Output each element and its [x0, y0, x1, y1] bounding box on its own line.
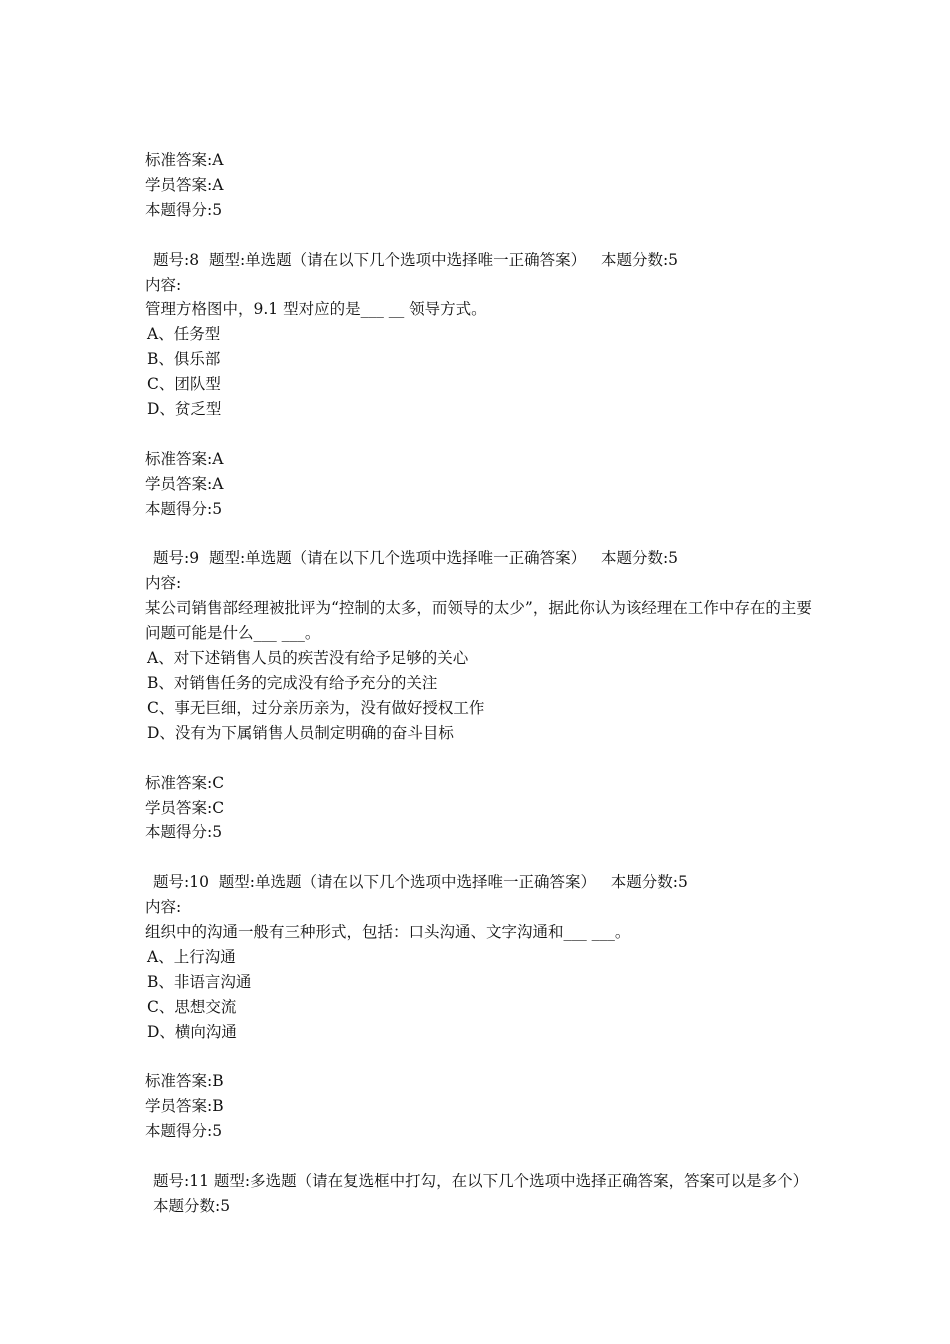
question-block-10	[145, 870, 815, 1144]
option-c: C、团队型	[147, 375, 221, 394]
question-block-9	[145, 546, 815, 845]
question-header: 题号:8 题型:单选题（请在以下几个选项中选择唯一正确答案） 本题分数:5	[153, 250, 679, 269]
spacer	[145, 422, 815, 447]
question-header: 题号:9 题型:单选题（请在以下几个选项中选择唯一正确答案） 本题分数:5	[153, 549, 679, 568]
spacer	[145, 223, 815, 248]
question-header: 题号:11 题型:多选题（请在复选框中打勾，在以下几个选项中选择正确答案，答案可以是多个） 本题分数:5	[153, 1172, 809, 1215]
question-content: 管理方格图中，9.1 型对应的是___ __ 领导方式。	[145, 300, 487, 319]
standard-answer: 标准答案:A	[145, 449, 224, 468]
standard-answer: 标准答案:A	[145, 151, 224, 169]
student-answer: 学员答案:B	[145, 1097, 224, 1116]
standard-answer: 标准答案:C	[145, 773, 225, 792]
option-d: D、横向沟通	[147, 1022, 237, 1041]
spacer	[145, 1045, 815, 1070]
spacer	[145, 845, 815, 870]
spacer	[145, 522, 815, 547]
question-content: 某公司销售部经理被批评为“控制的太多，而领导的太少”，据此你认为该经理在工作中存在的主要问题可能是什么___ ___。	[145, 599, 812, 643]
content-label: 内容:	[145, 898, 182, 917]
spacer	[145, 1144, 815, 1169]
question-block-8	[145, 248, 815, 522]
option-b: B、俱乐部	[147, 350, 221, 369]
option-d: D、贫乏型	[147, 400, 222, 419]
exam-result-document	[145, 148, 815, 1219]
option-c: C、事无巨细，过分亲历亲为，没有做好授权工作	[147, 698, 485, 717]
option-c: C、思想交流	[147, 997, 237, 1016]
content-label: 内容:	[145, 574, 182, 593]
question-content: 组织中的沟通一般有三种形式，包括：口头沟通、文字沟通和___ ___。	[145, 923, 631, 942]
question-header: 题号:10 题型:单选题（请在以下几个选项中选择唯一正确答案） 本题分数:5	[153, 873, 688, 892]
option-a: A、任务型	[147, 325, 221, 344]
question-score: 本题得分:5	[145, 200, 223, 219]
content-label: 内容:	[145, 275, 182, 294]
question-score: 本题得分:5	[145, 1122, 223, 1141]
standard-answer: 标准答案:B	[145, 1072, 224, 1091]
spacer	[145, 746, 815, 771]
student-answer: 学员答案:A	[145, 474, 224, 493]
option-d: D、没有为下属销售人员制定明确的奋斗目标	[147, 723, 454, 742]
option-a: A、上行沟通	[147, 947, 236, 966]
question-score: 本题得分:5	[145, 823, 223, 842]
question-block-11	[145, 1169, 815, 1219]
option-b: B、对销售任务的完成没有给予充分的关注	[147, 673, 438, 692]
option-b: B、非语言沟通	[147, 972, 252, 991]
question-score: 本题得分:5	[145, 499, 223, 518]
result-block-q7	[145, 148, 815, 223]
option-a: A、对下述销售人员的疾苦没有给予足够的关心	[147, 649, 469, 668]
student-answer: 学员答案:A	[145, 175, 224, 194]
student-answer: 学员答案:C	[145, 798, 225, 817]
